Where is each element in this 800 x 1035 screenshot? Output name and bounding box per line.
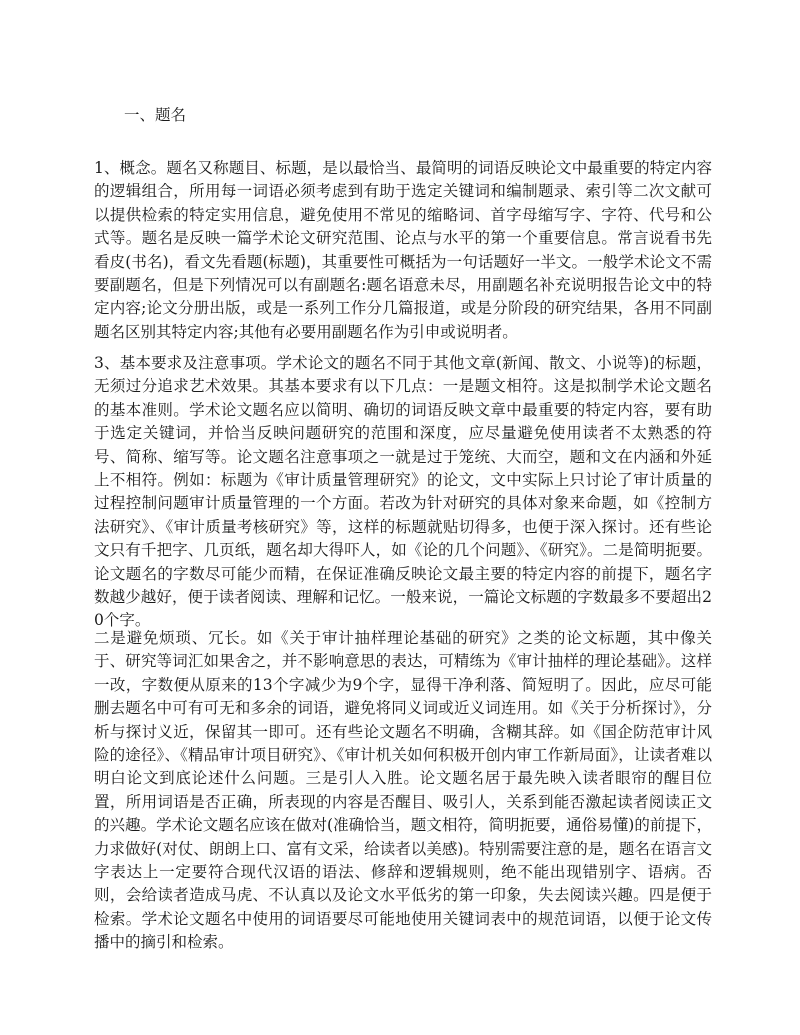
paragraph-conciseness: 二是避免烦琐、冗长。如《关于审计抽样理论基础的研究》之类的论文标题，其中像关于、研究等词汇如果舍之，并不影响意思的表达，可精练为《审计抽样的理论基础》。这样一改，字数便从原来的13个字减少为9个字，显得干净利落、简短明了。因此，应尽可能删去题名中可有可无和多余的词语，避免将同义词或近义词连用。如《关于分析探讨》，分析与探讨义近，保留其一即可。还有些论文题名不明确，含糊其辞。如《国企防范审计风险的途径》、《精品审计项目研究》、《审计机关如何积极开创内审工作新局面》，让读者难以明白论文到底论述什么问题。三是引人入胜。论文题名居于最先映入读者眼帘的醒目位置，所用词语是否正确，所表现的内容是否醒目、吸引人，关系到能否激起读者阅读正文的兴趣。学术论文题名应该在做对(准确恰当，题文相符，简明扼要，通俗易懂)的前提下，力求做好(对仗、朗朗上口、富有文采，给读者以美感)。特别需要注意的是，题名在语言文字表达上一定要符合现代汉语的语法、修辞和逻辑规则，绝不能出现错别字、语病。否则，会给读者造成马虎、不认真以及论文水平低劣的第一印象，失去阅读兴趣。四是便于检索。学术论文题名中使用的词语要尽可能地使用关键词表中的规范词语，以便于论文传播中的摘引和检索。 — [94, 629, 712, 952]
section-heading: 一、题名 — [124, 106, 187, 124]
paragraph-requirements: 3、基本要求及注意事项。学术论文的题名不同于其他文章(新闻、散文、小说等)的标题，无须过分追求艺术效果。其基本要求有以下几点：一是题文相符。这是拟制学术论文题名的基本准则。学术论文题名应以简明、确切的词语反映文章中最重要的特定内容，要有助于选定关键词，并恰当反映问题研究的范围和深度，应尽量避免使用读者不太熟悉的符号、简称、缩写等。论文题名注意事项之一就是过于笼统、大而空，题和文在内涵和外延上不相符。例如：标题为《审计质量管理研究》的论文，文中实际上只讨论了审计质量的过程控制问题审计质量管理的一个方面。若改为针对研究的具体对象来命题，如《控制方法研究》、《审计质量考核研究》等，这样的标题就贴切得多，也便于深入探讨。还有些论文只有千把字、几页纸，题名却大得吓人，如《论的几个问题》、《研究》。二是简明扼要。论文题名的字数尽可能少而精，在保证准确反映论文最主要的特定内容的前提下，题名字数越少越好，便于读者阅读、理解和记忆。一般来说，一篇论文标题的字数最多不要超出20个字。 — [94, 354, 712, 630]
paragraph-concept: 1、概念。题名又称题目、标题，是以最恰当、最简明的词语反映论文中最重要的特定内容的逻辑组合，所用每一词语必须考虑到有助于选定关键词和编制题录、索引等二次文献可以提供检索的特定实用信息，避免使用不常见的缩略词、首字母缩写字、字符、代号和公式等。题名是反映一篇学术论文研究范围、论点与水平的第一个重要信息。常言说看书先看皮(书名)，看文先看题(标题)，其重要性可概括为一句话题好一半文。一般学术论文不需要副题名，但是下列情况可以有副题名:题名语意未尽，用副题名补充说明报告论文中的特定内容;论文分册出版，或是一系列工作分几篇报道，或是分阶段的研究结果，各用不同副题名区别其特定内容;其他有必要用副题名作为引申或说明者。 — [94, 159, 712, 341]
